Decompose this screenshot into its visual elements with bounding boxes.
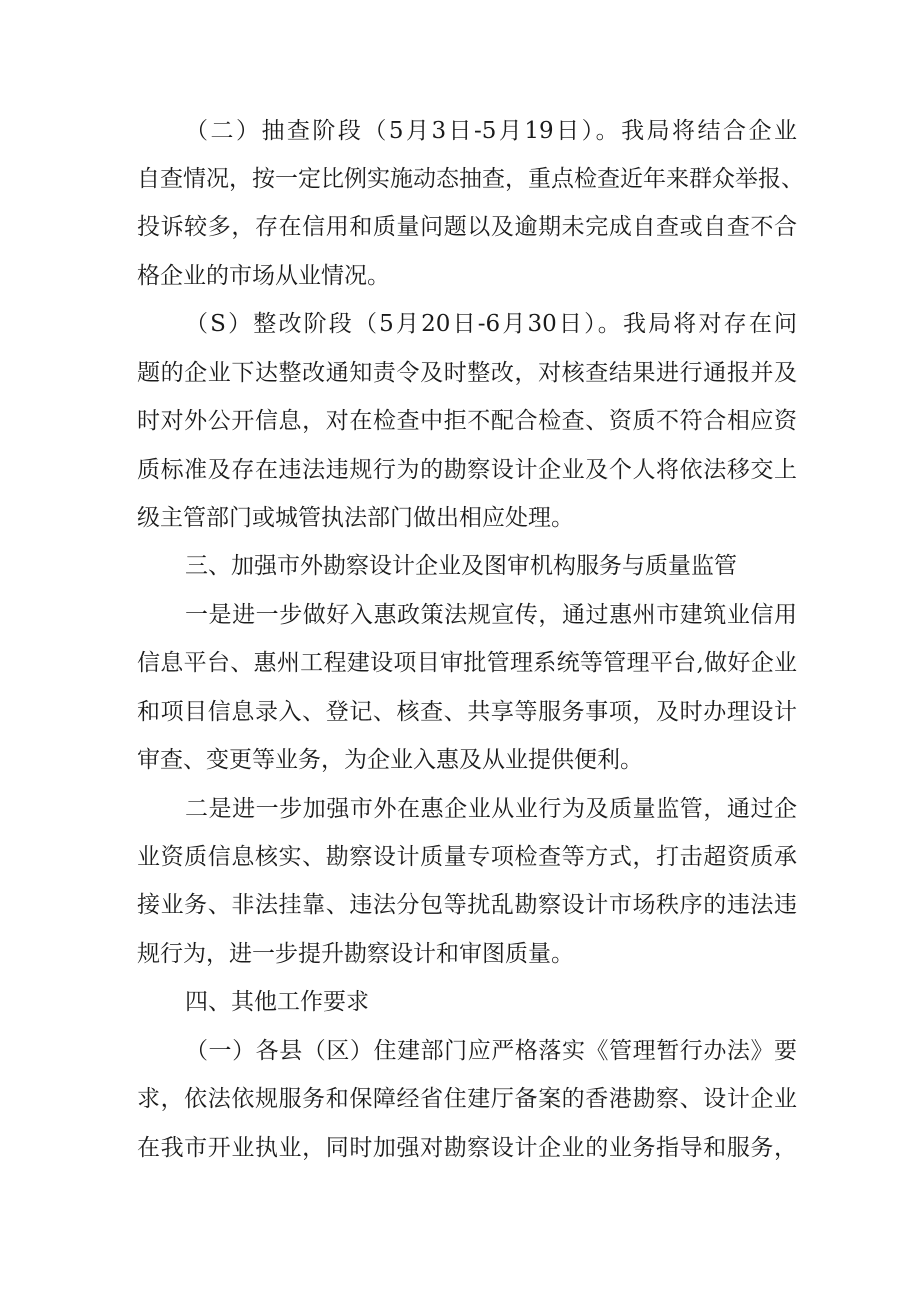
paragraph-line-rectification-stage: （S）整改阶段（5月20日-6月30日）。我局将对存在问 — [185, 311, 797, 337]
paragraph-line-item-2: 二是进一步加强市外在惠企业从业行为及质量监管，通过企 — [185, 796, 797, 822]
paragraph-line: 级主管部门或城管执法部门做出相应处理。 — [137, 505, 574, 531]
paragraph-line: 质标准及存在违法违规行为的勘察设计企业及个人将依法移交上 — [137, 457, 797, 483]
section-heading-3: 三、加强市外勘察设计企业及图审机构服务与质量监管 — [185, 553, 737, 579]
paragraph-line: 信息平台、惠州工程建设项目审批管理系统等管理平台,做好企业 — [137, 650, 797, 676]
paragraph-line: 自查情况，按一定比例实施动态抽查，重点检查近年来群众举报、 — [137, 166, 804, 192]
paragraph-line: 审查、变更等业务，为企业入惠及从业提供便利。 — [137, 747, 643, 773]
paragraph-line: 在我市开业执业，同时加强对勘察设计企业的业务指导和服务， — [137, 1135, 797, 1161]
paragraph-line: 求，依法依规服务和保障经省住建厅备案的香港勘察、设计企业 — [137, 1086, 797, 1112]
paragraph-line-inspection-stage: （二）抽查阶段（5月3日-5月19日）。我局将结合企业 — [185, 118, 797, 144]
paragraph-line: 格企业的市场从业情况。 — [137, 263, 390, 289]
paragraph-line-item-1: 一是进一步做好入惠政策法规宣传，通过惠州市建筑业信用 — [185, 602, 797, 628]
paragraph-line: 接业务、非法挂靠、违法分包等扰乱勘察设计市场秩序的违法违 — [137, 892, 797, 918]
paragraph-line: 规行为，进一步提升勘察设计和审图质量。 — [137, 941, 574, 967]
section-heading-4: 四、其他工作要求 — [185, 989, 369, 1015]
paragraph-line: 业资质信息核实、勘察设计质量专项检查等方式，打击超资质承 — [137, 844, 797, 870]
paragraph-line: 时对外公开信息，对在检查中拒不配合检查、资质不符合相应资 — [137, 408, 797, 434]
paragraph-line: 投诉较多，存在信用和质量问题以及逾期未完成自查或自查不合 — [137, 214, 797, 240]
paragraph-line: 题的企业下达整改通知责令及时整改，对核查结果进行通报并及 — [137, 360, 797, 386]
paragraph-line: 和项目信息录入、登记、核查、共享等服务事项，及时办理设计 — [137, 699, 797, 725]
paragraph-line-requirement-1: （一）各县（区）住建部门应严格落实《管理暂行办法》要 — [185, 1038, 797, 1064]
